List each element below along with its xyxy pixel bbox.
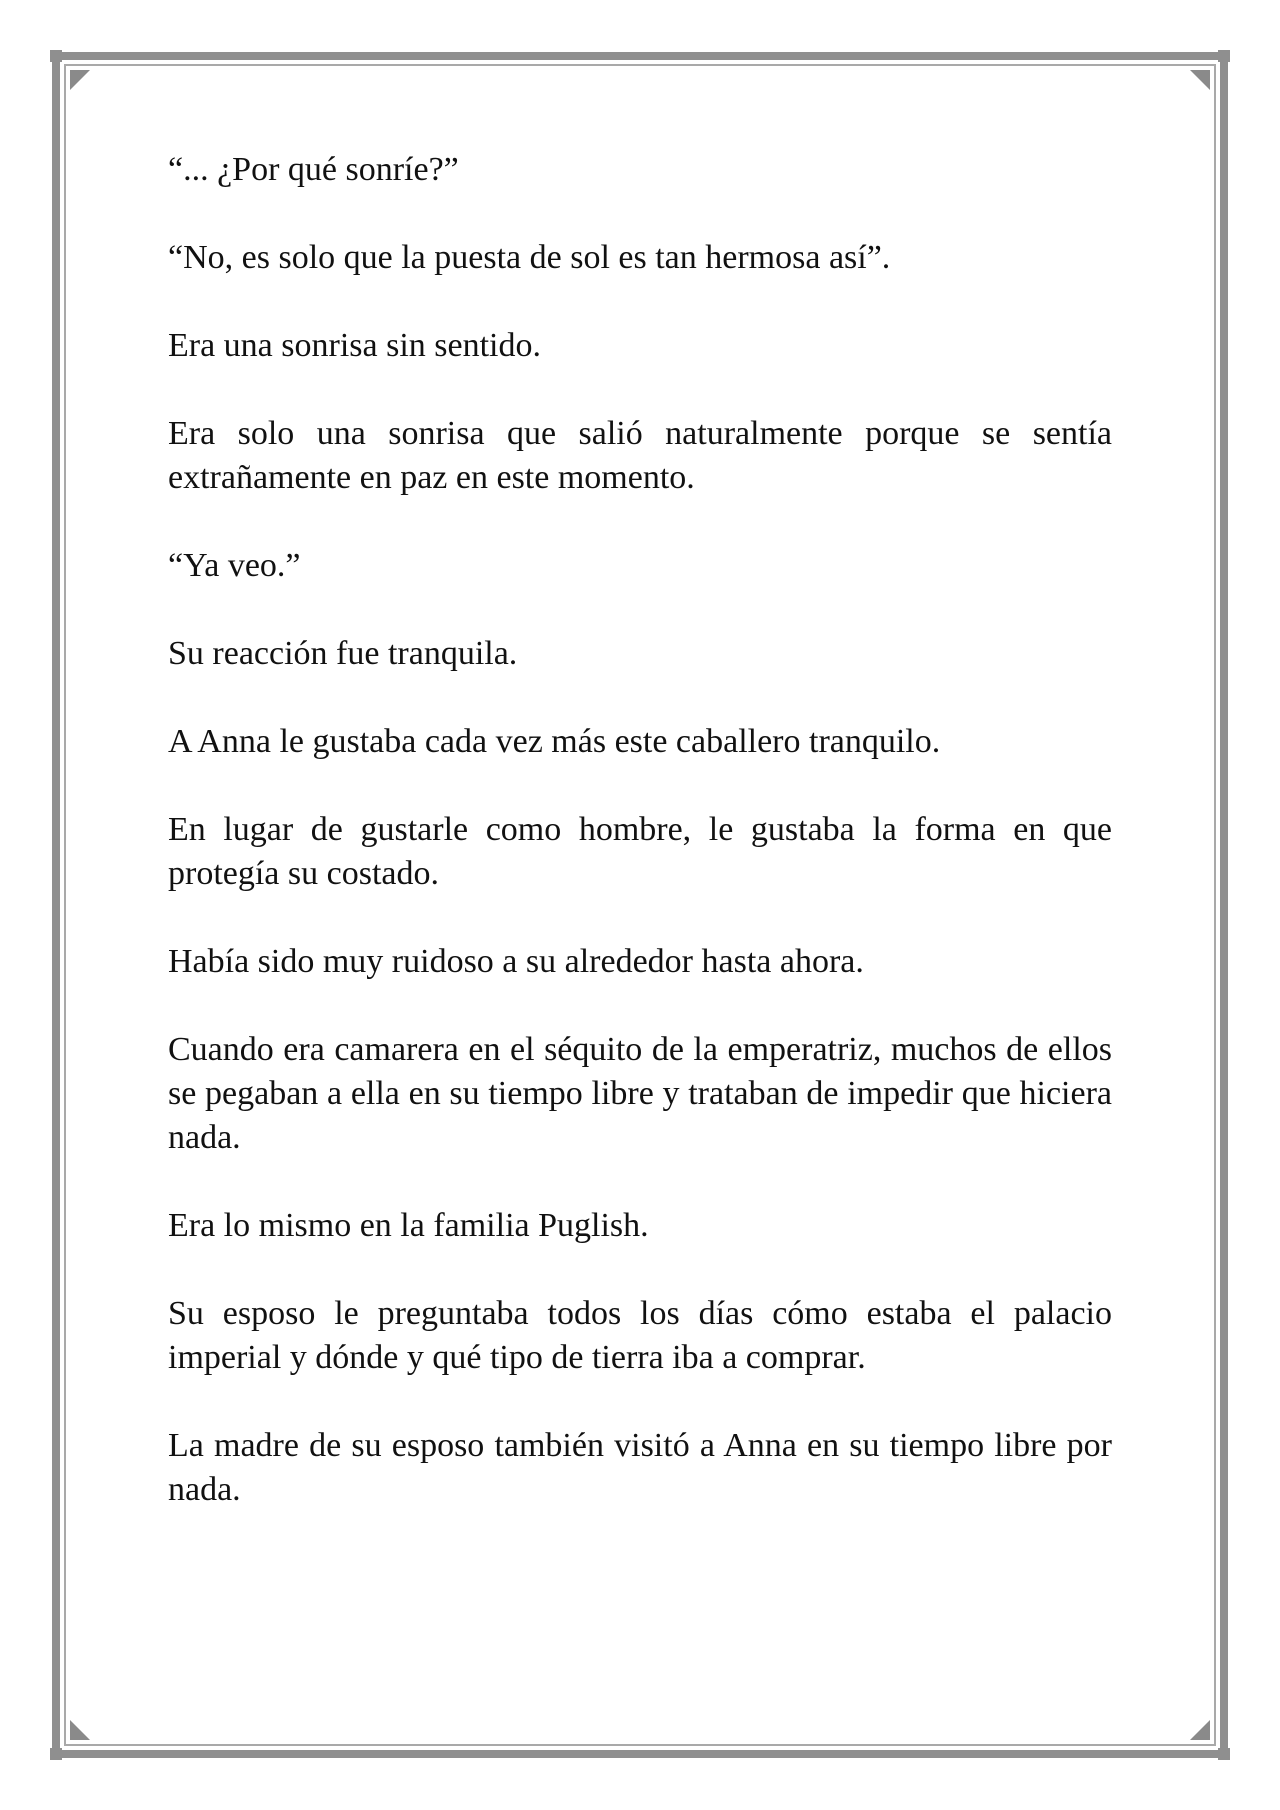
frame-corner-square: [50, 1748, 62, 1760]
paragraph: Su reacción fue tranquila.: [168, 635, 518, 672]
paragraph: A Anna le gustaba cada vez más este caballero tranquilo.: [168, 723, 941, 760]
paragraph: “... ¿Por qué sonríe?”: [168, 151, 459, 188]
frame-corner-square: [1218, 50, 1230, 62]
page-text: [168, 148, 1112, 1556]
paragraph: Era solo una sonrisa que salió naturalmente porque se sentía extrañamente en paz en este momento.: [168, 415, 1112, 496]
paragraph: Había sido muy ruidoso a su alrededor hasta ahora.: [168, 943, 864, 980]
paragraph: La madre de su esposo también visitó a Anna en su tiempo libre por nada.: [168, 1427, 1112, 1508]
paragraph: Era una sonrisa sin sentido.: [168, 327, 541, 364]
paragraph: “Ya veo.”: [168, 547, 301, 584]
paragraph: Cuando era camarera en el séquito de la emperatriz, muchos de ellos se pegaban a ella en su tiempo libre y trataban de impedir que hiciera nada.: [168, 1031, 1112, 1156]
triangle-corner-icon: [1190, 1720, 1210, 1740]
triangle-corner-icon: [70, 1720, 90, 1740]
triangle-corner-icon: [70, 70, 90, 90]
frame-corner-square: [1218, 1748, 1230, 1760]
frame-corner-square: [50, 50, 62, 62]
paragraph: En lugar de gustarle como hombre, le gustaba la forma en que protegía su costado.: [168, 811, 1112, 892]
paragraph: Era lo mismo en la familia Puglish.: [168, 1207, 649, 1244]
paragraph: “No, es solo que la puesta de sol es tan hermosa así”.: [168, 239, 891, 276]
paragraph: Su esposo le preguntaba todos los días cómo estaba el palacio imperial y dónde y qué tipo de tierra iba a comprar.: [168, 1295, 1112, 1376]
triangle-corner-icon: [1190, 70, 1210, 90]
